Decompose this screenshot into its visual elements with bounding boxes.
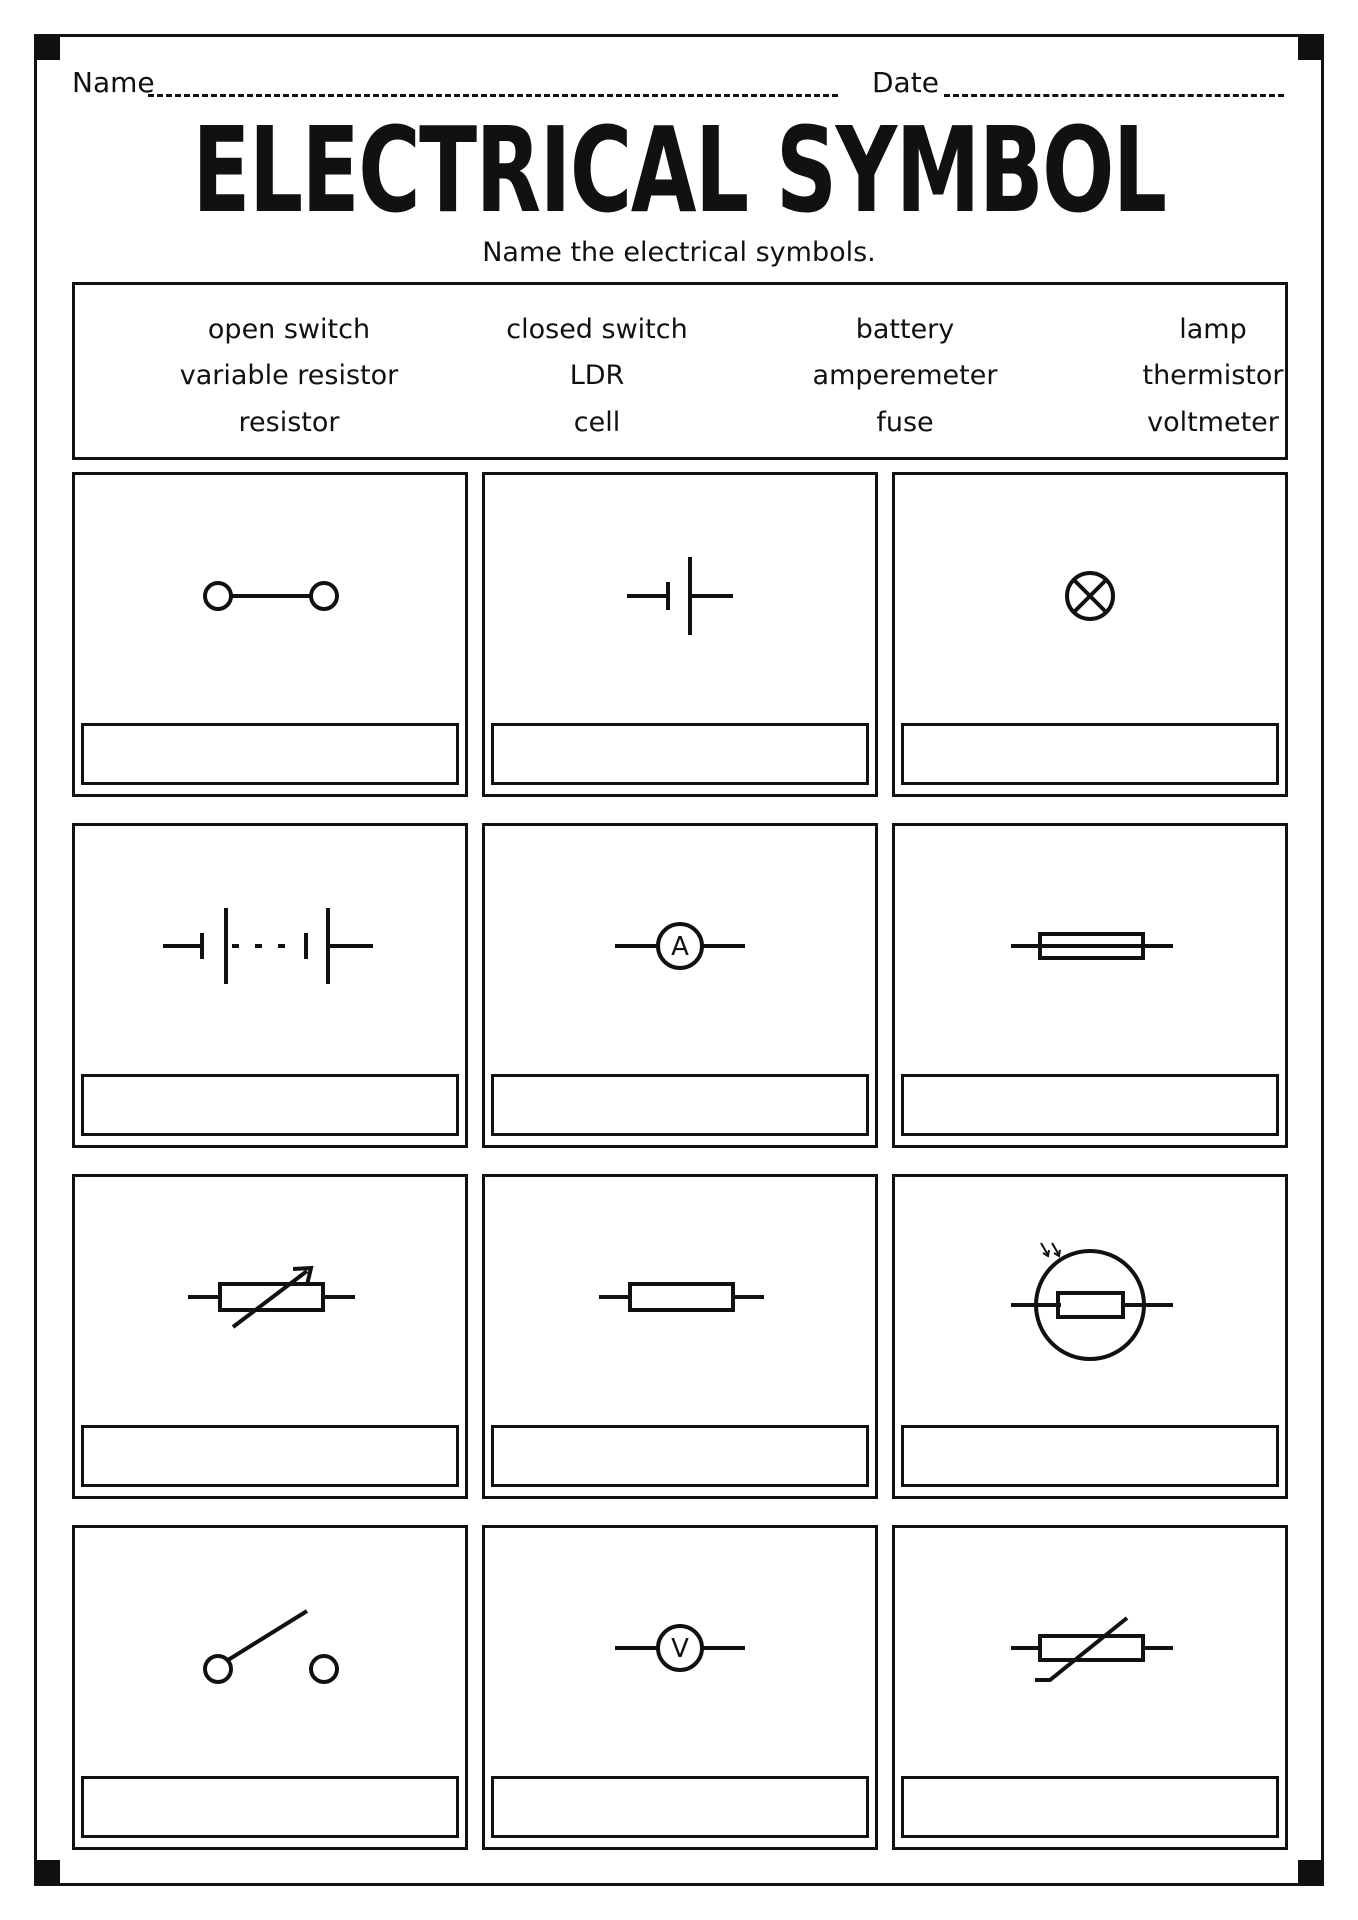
corner-mark: [34, 1860, 60, 1886]
word-bank-item: thermistor: [1142, 360, 1284, 391]
date-field[interactable]: [944, 94, 1284, 97]
symbol-card-6: [892, 823, 1288, 1148]
symbol-card-2: [482, 472, 878, 797]
ammeter-symbol: [485, 826, 875, 1066]
symbol-card-3: [892, 472, 1288, 797]
symbol-card-4: [72, 823, 468, 1148]
word-bank-item: battery: [855, 314, 955, 345]
ammeter-letter: A: [671, 932, 689, 962]
symbol-card-1: [72, 472, 468, 797]
answer-box[interactable]: [81, 1425, 459, 1487]
word-bank-item: closed switch: [506, 314, 688, 345]
word-bank-item: cell: [573, 407, 621, 438]
word-bank-item: LDR: [569, 360, 625, 391]
word-bank: [72, 282, 1288, 460]
lamp-symbol: [895, 475, 1285, 715]
symbol-card-5: [482, 823, 878, 1148]
symbol-card-9: [892, 1174, 1288, 1499]
resistor-symbol: [485, 1177, 875, 1417]
answer-box[interactable]: [491, 1074, 869, 1136]
corner-mark: [34, 34, 60, 60]
word-bank-item: open switch: [207, 314, 371, 345]
closed-switch-symbol: [75, 475, 465, 715]
symbol-card-8: [482, 1174, 878, 1499]
corner-mark: [1298, 1860, 1324, 1886]
thermistor-symbol: [895, 1528, 1285, 1768]
corner-mark: [1298, 34, 1324, 60]
voltmeter-letter: V: [671, 1634, 689, 1664]
cell-symbol: [485, 475, 875, 715]
date-label: Date: [872, 66, 939, 99]
ldr-symbol: [895, 1177, 1285, 1417]
name-field[interactable]: [148, 94, 838, 97]
open-switch-symbol: [75, 1528, 465, 1768]
symbol-card-12: [892, 1525, 1288, 1850]
answer-box[interactable]: [901, 1074, 1279, 1136]
answer-box[interactable]: [901, 1776, 1279, 1838]
answer-box[interactable]: [901, 723, 1279, 785]
word-bank-item: voltmeter: [1147, 407, 1279, 438]
answer-box[interactable]: [491, 1776, 869, 1838]
fuse-symbol: [895, 826, 1285, 1066]
symbol-card-7: [72, 1174, 468, 1499]
voltmeter-symbol: [485, 1528, 875, 1768]
answer-box[interactable]: [901, 1425, 1279, 1487]
word-bank-item: resistor: [238, 407, 340, 438]
word-bank-item: lamp: [1179, 314, 1247, 345]
name-label: Name: [72, 66, 155, 99]
word-bank-item: variable resistor: [179, 360, 399, 391]
word-bank-item: amperemeter: [812, 360, 998, 391]
answer-box[interactable]: [81, 1074, 459, 1136]
answer-box[interactable]: [81, 723, 459, 785]
answer-box[interactable]: [491, 723, 869, 785]
variable-resistor-symbol: [75, 1177, 465, 1417]
word-bank-item: fuse: [876, 407, 934, 438]
battery-symbol: [75, 826, 465, 1066]
answer-box[interactable]: [491, 1425, 869, 1487]
instructions: Name the electrical symbols.: [482, 237, 876, 268]
symbol-card-10: [72, 1525, 468, 1850]
answer-box[interactable]: [81, 1776, 459, 1838]
symbol-card-11: [482, 1525, 878, 1850]
page-title: ELECTRICAL SYMBOL: [192, 101, 1166, 239]
